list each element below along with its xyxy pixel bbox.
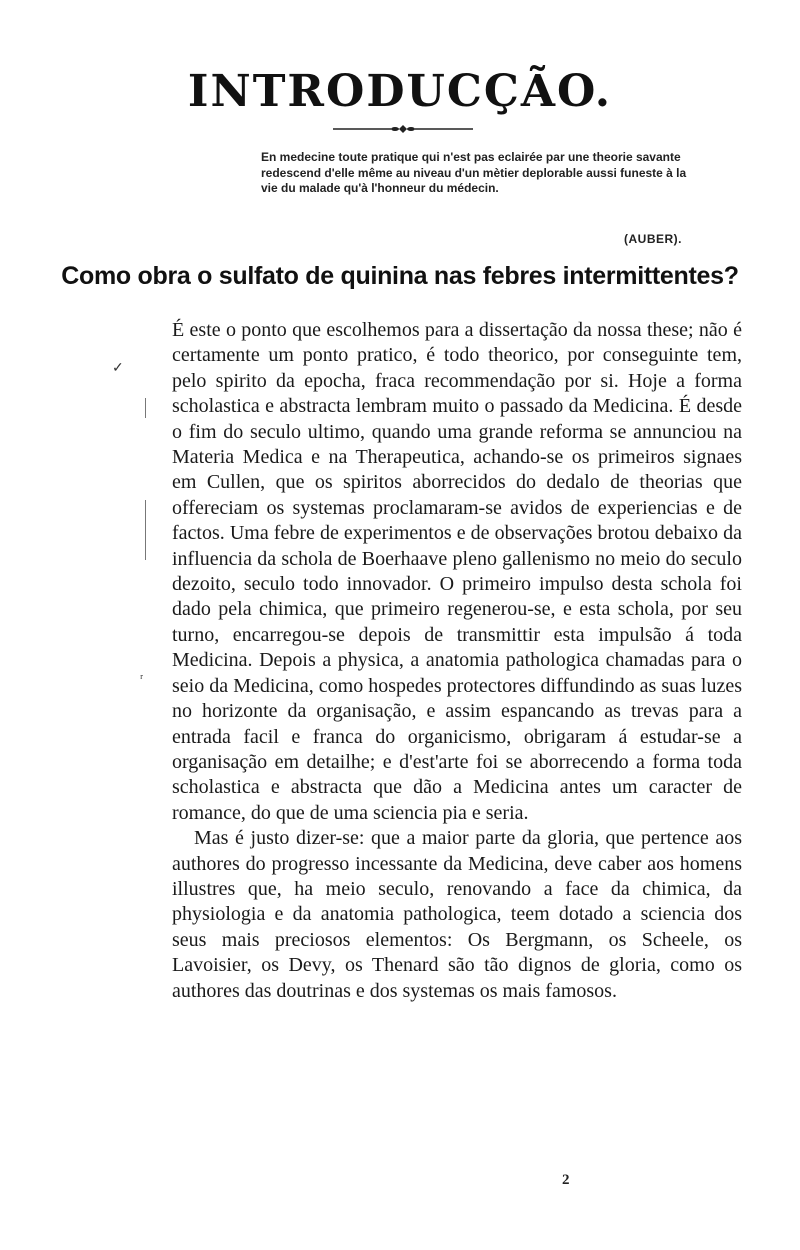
thesis-question: Como obra o sulfato de quinina nas febres intermittentes? bbox=[61, 262, 739, 290]
body-text bbox=[172, 318, 742, 1004]
paragraph: É este o ponto que escolhemos para a dissertação da nossa these; não é certamente um ponto pratico, é todo theorico, por conseguinte tem, pelo spirito da epocha, fraca recommendação por si. Hoje a forma scholastica e abstracta lembram muito o passado da Medicina. É desde o fim do seculo ultimo, quando uma grande reforma se annunciou na Materia Medica e na Therapeutica, achando-se os primeiros signaes em Cullen, que os spiritos aborrecidos do dedalo de theorias que offereciam os systemas proclamaram-se avidos de experiencias e de factos. Uma febre de experimentos e de observações brotou debaixo da influencia da schola de Boerhaave pleno gallenismo no meio do seculo dezoito, seculo todo innovador. O primeiro impulso desta schola foi dado pela chimica, que primeiro regenerou-se, e esta schola, por seu turno, encarregou-se depois de transmittir esta impulsão á toda Medicina. Depois a physica, a anatomia pathologica chamadas para o seio da Medicina, como hospedes protectores diffundindo as suas luzes no horizonte da organisação, e assim espancando as trevas para a entrada facil e franca do organicismo, obrigaram á estudar-se a organisação em detailhe; e d'est'arte foi se aborrecendo a forma toda scholastica e abstracta que dão a Medicina antes um caracter de romance, do que de uma sciencia pia e seria. bbox=[172, 319, 742, 824]
margin-line bbox=[145, 398, 146, 418]
page-number: 2 bbox=[562, 1172, 570, 1188]
epigraph-author: (AUBER). bbox=[624, 232, 682, 246]
ornament-divider bbox=[333, 124, 473, 134]
paragraph: Mas é justo dizer-se: que a maior parte da gloria, que pertence aos authores do progresso incessante da Medicina, deve caber aos homens illustres que, ha meio seculo, renovando a face da chimica, da physiologia e da anatomia pathologica, teem dotado a sciencia dos seus mais preciosos elementos: Os Bergmann, os Scheele, os Lavoisier, os Devy, os Thenard são tão dignos de gloria, como os authores das doutrinas e dos systemas os mais famosos. bbox=[172, 827, 742, 1002]
epigraph-text: En medecine toute pratique qui n'est pas eclairée par une theorie savante redescend d'elle même au niveau d'un mètier deplorable aussi funeste à la vie du malade qu'à l'honneur du médecin. bbox=[261, 150, 687, 195]
margin-mark-icon: ʳ bbox=[140, 672, 144, 687]
margin-mark-icon: ✓ bbox=[112, 361, 124, 376]
chapter-heading: INTRODUCÇÃO. bbox=[187, 66, 613, 117]
margin-line bbox=[145, 500, 146, 560]
